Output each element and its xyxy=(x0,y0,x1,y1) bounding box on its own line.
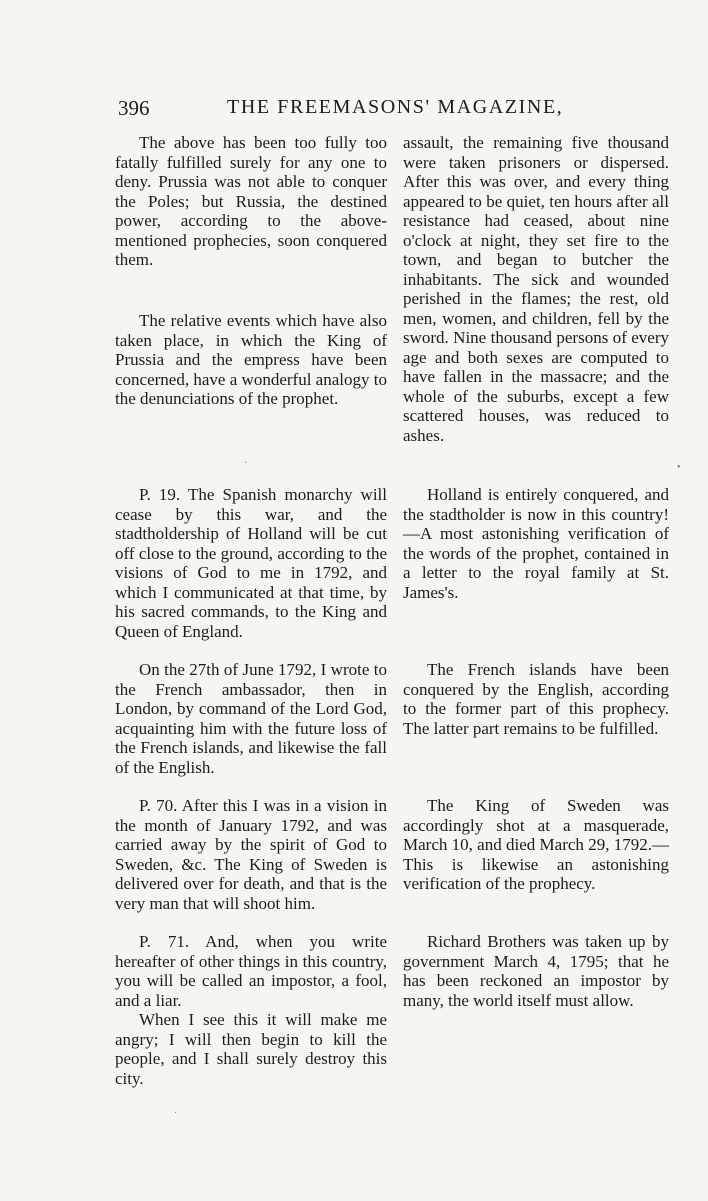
paragraph: The relative events which have also taken place, in which the King of Prussia and the empress have been concerned, have a wonderful analogy to the denunciations of the prophet. xyxy=(115,311,387,408)
paragraph: The King of Sweden was accordingly shot at a masquerade, March 10, and died March 29, 1792.—This is likewise an astonishing verification of the prophecy. xyxy=(403,796,669,893)
paragraph: Holland is entirely conquered, and the stadtholder is now in this country!—A most astonishing verification of the words of the prophet, contained in a letter to the royal family at St. James's. xyxy=(403,485,669,602)
paragraph: P. 70. After this I was in a vision in the month of January 1792, and was carried away by the spirit of God to Sweden, &c. The King of Sweden is delivered over for death, and that is the very man that will shoot him. xyxy=(115,796,387,913)
paragraph: The above has been too fully too fatally fulfilled surely for any one to deny. Prussia was not able to conquer the Poles; but Russia, the destined power, according to the above-mentioned prophecies, soon conquered them. xyxy=(115,133,387,269)
paragraph: On the 27th of June 1792, I wrote to the French ambassador, then in London, by command of the Lord God, acquainting him with the future loss of the French islands, and likewise the fall of the English. xyxy=(115,660,387,777)
print-speck: • xyxy=(677,462,681,473)
paragraph: Richard Brothers was taken up by government March 4, 1795; that he has been reckoned an impostor by many, the world itself must allow. xyxy=(403,932,669,1010)
paragraph: assault, the remaining five thousand were taken prisoners or dispersed. After this was over, and every thing appeared to be quiet, ten hours after all resistance had ceased, about nine o'clock at night, they set fire to the town, and began to butcher the inhabitants. The sick and wounded perished in the flames; the rest, old men, women, and children, fell by the sword. Nine thousand persons of every age and both sexes are computed to have fallen in the massacre; and the whole of the suburbs, except a few scattered houses, was reduced to ashes. xyxy=(403,133,669,445)
print-speck: · xyxy=(174,1108,178,1119)
running-title: THE FREEMASONS' MAGAZINE, xyxy=(227,96,564,118)
paragraph: P. 19. The Spanish monarchy will cease by this war, and the stadtholdership of Holland will be cut off close to the ground, according to the visions of God to me in 1792, and which I communicated at that time, by his sacred commands, to the King and Queen of England. xyxy=(115,485,387,641)
page-number: 396 xyxy=(118,96,150,120)
print-speck: · xyxy=(244,458,248,469)
paragraph: P. 71. And, when you write hereafter of other things in this country, you will be called an impostor, a fool, and a liar. xyxy=(115,932,387,1010)
paragraph: The French islands have been conquered by the English, according to the former part of this prophecy. The latter part remains to be fulfilled. xyxy=(403,660,669,738)
page-header xyxy=(118,96,598,126)
paragraph: When I see this it will make me angry; I will then begin to kill the people, and I shall surely destroy this city. xyxy=(115,1010,387,1088)
